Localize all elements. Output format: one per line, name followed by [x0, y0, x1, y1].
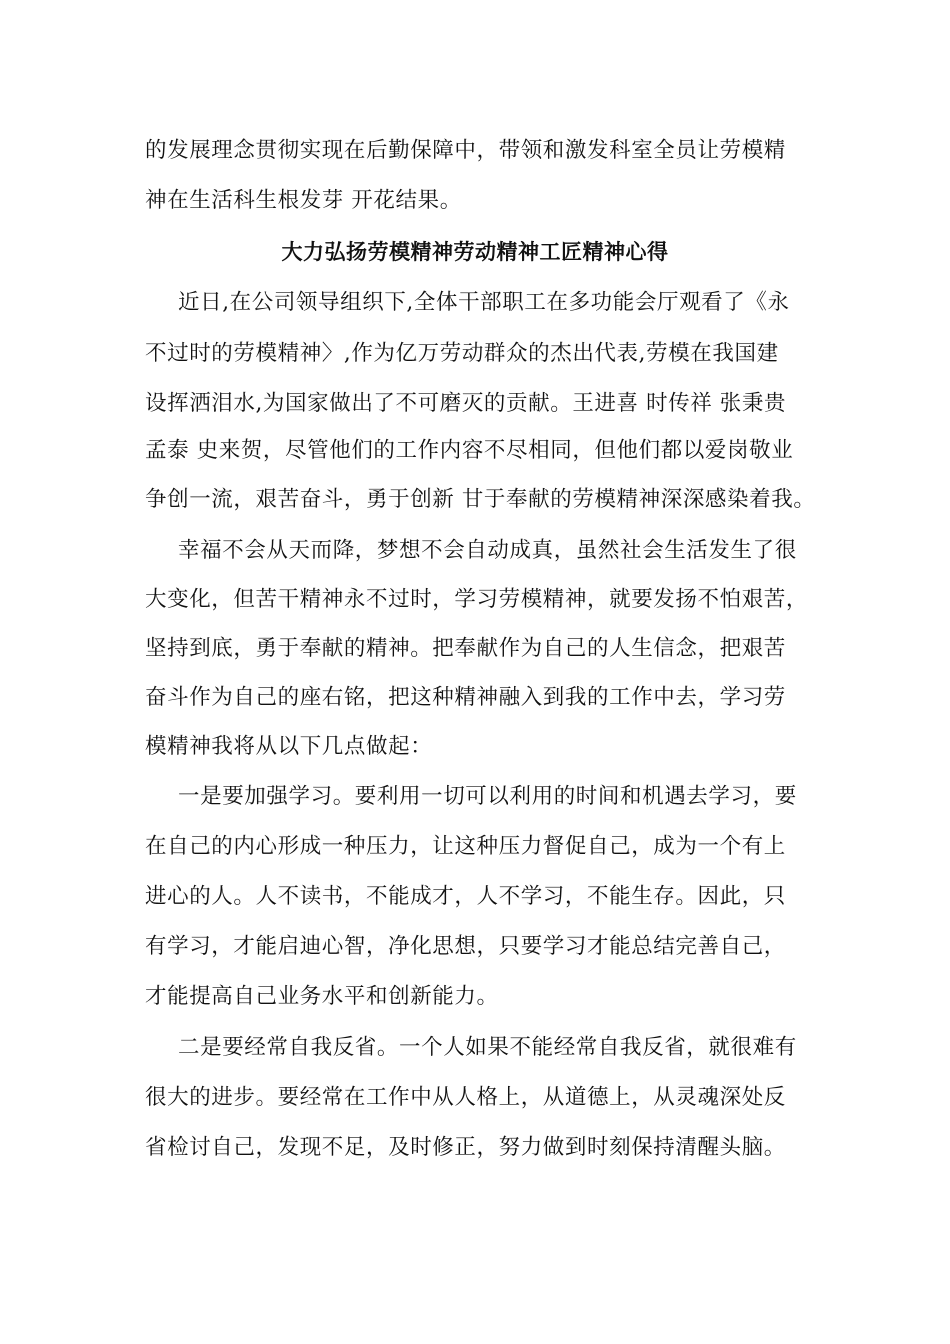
paragraph-line: 在自己的内心形成一种压力，让这种压力督促自己，成为一个有上: [145, 834, 786, 859]
carryover-line: 神在生活科生根发芽 开花结果。: [145, 188, 462, 213]
paragraph-line: 模精神我将从以下几点做起：: [145, 734, 433, 759]
paragraph-line: 才能提高自己业务水平和创新能力。: [145, 984, 499, 1009]
paragraph-line: 争创一流，艰苦奋斗，勇于创新 甘于奉献的劳模精神深深感染着我。: [145, 487, 816, 512]
paragraph-line: 进心的人。人不读书，不能成才，人不学习，不能生存。因此，只: [145, 884, 786, 909]
paragraph-line: 一是要加强学习。要利用一切可以利用的时间和机遇去学习，要: [178, 784, 797, 809]
paragraph-line: 很大的进步。要经常在工作中从人格上，从道德上，从灵魂深处反: [145, 1085, 786, 1110]
paragraph-line: 二是要经常自我反省。一个人如果不能经常自我反省，就很难有: [178, 1035, 797, 1060]
paragraph-line: 设挥洒泪水,为国家做出了不可磨灭的贡献。王进喜 时传祥 张秉贵: [145, 391, 787, 416]
document-title: 大力弘扬劳模精神劳动精神工匠精神心得: [281, 239, 669, 264]
paragraph-line: 坚持到底，勇于奉献的精神。把奉献作为自己的人生信念，把艰苦: [145, 636, 786, 661]
paragraph-line: 省检讨自己，发现不足，及时修正，努力做到时刻保持清醒头脑。: [145, 1135, 786, 1160]
paragraph-line: 奋斗作为自己的座右铭，把这种精神融入到我的工作中去，学习劳: [145, 685, 786, 710]
paragraph-line: 有学习，才能启迪心智，净化思想，只要学习才能总结完善自己，: [145, 934, 786, 959]
paragraph-line: 大变化，但苦干精神永不过时，学习劳模精神，就要发扬不怕艰苦，: [145, 587, 809, 612]
paragraph-line: 孟泰 史来贺，尽管他们的工作内容不尽相同，但他们都以爱岗敬业: [145, 438, 794, 463]
carryover-line: 的发展理念贯彻实现在后勤保障中，带领和激发科室全员让劳模精: [145, 138, 786, 163]
paragraph-line: 近日,在公司领导组织下,全体干部职工在多功能会厅观看了《永: [178, 290, 790, 315]
paragraph-line: 幸福不会从天而降，梦想不会自动成真，虽然社会生活发生了很: [178, 538, 797, 563]
paragraph-line: 不过时的劳模精神〉,作为亿万劳动群众的杰出代表,劳模在我国建: [145, 341, 779, 366]
